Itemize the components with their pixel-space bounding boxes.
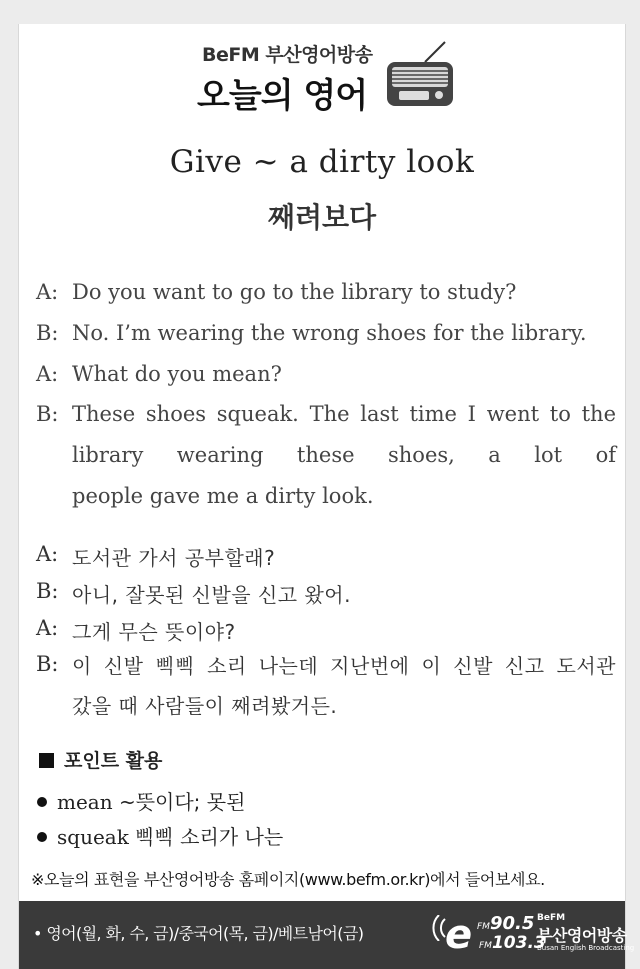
dialogue-text: No. I’m wearing the wrong shoes for the library. — [72, 321, 587, 345]
points-heading — [39, 746, 162, 773]
dialogue-text: These shoes squeak. The last time I went to the library wearing these shoes, a lot of — [72, 402, 616, 467]
dialogue-text: 이 신발 삑삑 소리 나는데 지난번에 이 신발 신고 도서관 — [72, 654, 616, 678]
bullet-icon — [37, 832, 47, 842]
point-item — [37, 786, 245, 815]
logo-name-en: BeFM — [537, 913, 566, 923]
square-bullet-icon — [39, 753, 54, 768]
speaker-label: B: — [36, 579, 59, 603]
expression-card — [18, 24, 635, 969]
speaker-label: A: — [36, 616, 59, 640]
logo-name-ko: 부산영어방송 — [537, 926, 627, 945]
dialogue-text: 아니, 잘못된 신발을 신고 왔어. — [72, 583, 351, 607]
dialogue-text: Do you want to go to the library to study? — [72, 280, 517, 304]
speaker-label: B: — [36, 402, 59, 426]
frequency-value: 90.5 — [489, 913, 535, 934]
column-title: 오늘의 영어 — [197, 76, 368, 116]
expression-title: Give ~ a dirty look — [169, 144, 475, 180]
frequency-primary — [477, 913, 534, 934]
speaker-label: A: — [36, 280, 59, 304]
speaker-label: B: — [36, 321, 59, 345]
speaker-label: B: — [36, 652, 59, 676]
frequency-secondary — [479, 933, 546, 953]
broadcast-schedule: • 영어(월, 화, 수, 금)/중국어(목, 금)/베트남어(금) — [33, 924, 364, 943]
point-word: mean — [57, 790, 113, 814]
brand-name: BeFM 부산영어방송 — [202, 44, 373, 66]
point-meaning: ~뜻이다; 못된 — [112, 790, 246, 814]
footer-bar — [19, 901, 635, 969]
listen-note: ※오늘의 표현을 부산영어방송 홈페이지(www.befm.or.kr)에서 들어보세요. — [31, 870, 545, 889]
logo-tagline: Busan English Broadcasting — [537, 944, 635, 952]
speaker-label: A: — [36, 542, 59, 566]
header — [19, 34, 625, 134]
radio-icon — [385, 40, 455, 108]
station-logo — [427, 911, 635, 959]
dialogue-text: What do you mean? — [72, 362, 282, 386]
dialogue-text-continued: 갔을 때 사람들이 째려봤거든. — [72, 694, 338, 718]
expression-meaning: 째려보다 — [267, 201, 377, 234]
frequency-value: 103.3 — [491, 933, 546, 953]
points-heading-text: 포인트 활용 — [64, 750, 163, 772]
fm-prefix: FM — [477, 922, 490, 932]
point-item — [37, 821, 283, 850]
logo-letter: e — [445, 912, 473, 958]
point-word: squeak — [57, 825, 129, 849]
dialogue-text: 그게 무슨 뜻이야? — [72, 620, 236, 644]
point-meaning: 삑삑 소리가 나는 — [128, 825, 284, 849]
dialogue-text: 도서관 가서 공부할래? — [72, 546, 276, 570]
fm-prefix: FM — [479, 941, 492, 951]
dialogue-text-continued: people gave me a dirty look. — [72, 484, 374, 508]
bullet-icon — [37, 797, 47, 807]
speaker-label: A: — [36, 362, 59, 386]
